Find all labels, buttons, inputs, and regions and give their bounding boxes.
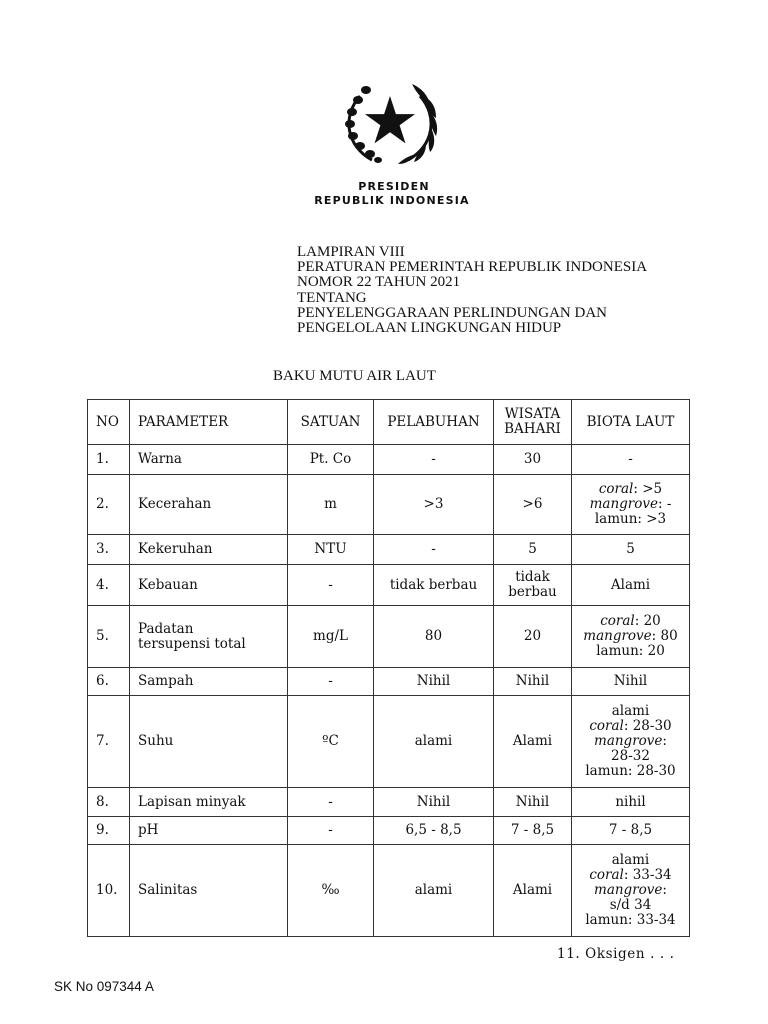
cell-no: 9. (88, 817, 130, 845)
lampiran-line: PERATURAN PEMERINTAH REPUBLIK INDONESIA (297, 259, 648, 276)
header-parameter: PARAMETER (130, 400, 288, 445)
cell-pelabuhan: alami (374, 845, 494, 937)
cell-biota: alami coral: 28-30 mangrove: 28-32 lamun: 28-30 (572, 696, 690, 788)
lampiran-line: PENYELENGGARAAN PERLINDUNGAN DAN (297, 304, 607, 321)
table-header-row (88, 400, 690, 445)
cell-wisata: 5 (494, 535, 572, 565)
cell-satuan: NTU (288, 535, 374, 565)
table-row (88, 475, 690, 535)
cell-no: 4. (88, 565, 130, 606)
cell-parameter: Sampah (130, 668, 288, 696)
cell-pelabuhan: 6,5 - 8,5 (374, 817, 494, 845)
cell-parameter: Lapisan minyak (130, 788, 288, 817)
table-row (88, 845, 690, 937)
lampiran-line: LAMPIRAN VIII (297, 244, 405, 260)
cell-satuan: - (288, 565, 374, 606)
cell-no: 8. (88, 788, 130, 817)
cell-wisata: >6 (494, 475, 572, 535)
cell-satuan: ‰ (288, 845, 374, 937)
cell-biota: 7 - 8,5 (572, 817, 690, 845)
cell-pelabuhan: - (374, 535, 494, 565)
cell-parameter: Salinitas (130, 845, 288, 937)
garuda-star-emblem (338, 74, 442, 170)
cell-biota: 5 (572, 535, 690, 565)
table-row (88, 668, 690, 696)
cell-wisata: Alami (494, 696, 572, 788)
cell-pelabuhan: Nihil (374, 668, 494, 696)
cell-wisata: Nihil (494, 788, 572, 817)
header-pelabuhan: PELABUHAN (374, 400, 494, 445)
table-row (88, 445, 690, 475)
cell-parameter: Padatan tersupensi total (130, 606, 288, 668)
cell-satuan: ºC (288, 696, 374, 788)
cell-satuan: - (288, 788, 374, 817)
cell-biota: coral: 20 mangrove: 80 lamun: 20 (572, 606, 690, 668)
cell-pelabuhan: >3 (374, 475, 494, 535)
baku-mutu-table (87, 399, 690, 937)
cell-pelabuhan: Nihil (374, 788, 494, 817)
table-row (88, 788, 690, 817)
cell-biota: - (572, 445, 690, 475)
cell-no: 1. (88, 445, 130, 475)
footer-serial-code: SK No 097344 A (54, 979, 154, 994)
header-presiden: PRESIDEN (358, 180, 430, 193)
cell-satuan: m (288, 475, 374, 535)
cell-satuan: - (288, 668, 374, 696)
table-row (88, 565, 690, 606)
header-republik-indonesia: REPUBLIK INDONESIA (314, 194, 470, 207)
cell-biota: nihil (572, 788, 690, 817)
cell-no: 10. (88, 845, 130, 937)
header-wisata-bahari: WISATA BAHARI (494, 400, 572, 445)
lampiran-block (297, 245, 647, 336)
cell-no: 6. (88, 668, 130, 696)
table-row (88, 535, 690, 565)
lampiran-line: NOMOR 22 TAHUN 2021 (297, 274, 461, 291)
header-no: NO (88, 400, 130, 445)
cell-pelabuhan: tidak berbau (374, 565, 494, 606)
cell-wisata: 20 (494, 606, 572, 668)
cell-parameter: Suhu (130, 696, 288, 788)
cell-pelabuhan: 80 (374, 606, 494, 668)
table-row (88, 817, 690, 845)
table-row (88, 606, 690, 668)
cell-satuan: mg/L (288, 606, 374, 668)
cell-parameter: Warna (130, 445, 288, 475)
cell-wisata: Nihil (494, 668, 572, 696)
cell-pelabuhan: - (374, 445, 494, 475)
cell-biota: Nihil (572, 668, 690, 696)
lampiran-line: TENTANG (297, 289, 367, 306)
cell-parameter: Kecerahan (130, 475, 288, 535)
cell-parameter: Kekeruhan (130, 535, 288, 565)
header-satuan: SATUAN (288, 400, 374, 445)
cell-wisata: 30 (494, 445, 572, 475)
header-biota-laut: BIOTA LAUT (572, 400, 690, 445)
cell-wisata: Alami (494, 845, 572, 937)
cell-satuan: - (288, 817, 374, 845)
table-row (88, 696, 690, 788)
lampiran-line: PENGELOLAAN LINGKUNGAN HIDUP (297, 320, 562, 337)
cell-no: 3. (88, 535, 130, 565)
cell-satuan: Pt. Co (288, 445, 374, 475)
cell-no: 2. (88, 475, 130, 535)
continuation-text: 11. Oksigen . . . (557, 946, 675, 962)
cell-no: 5. (88, 606, 130, 668)
cell-wisata: tidak berbau (494, 565, 572, 606)
cell-no: 7. (88, 696, 130, 788)
cell-biota: coral: >5 mangrove: - lamun: >3 (572, 475, 690, 535)
document-title: BAKU MUTU AIR LAUT (273, 368, 436, 384)
cell-biota: alami coral: 33-34 mangrove: s/d 34 lamun: 33-34 (572, 845, 690, 937)
cell-wisata: 7 - 8,5 (494, 817, 572, 845)
cell-parameter: Kebauan (130, 565, 288, 606)
cell-pelabuhan: alami (374, 696, 494, 788)
cell-biota: Alami (572, 565, 690, 606)
cell-parameter: pH (130, 817, 288, 845)
